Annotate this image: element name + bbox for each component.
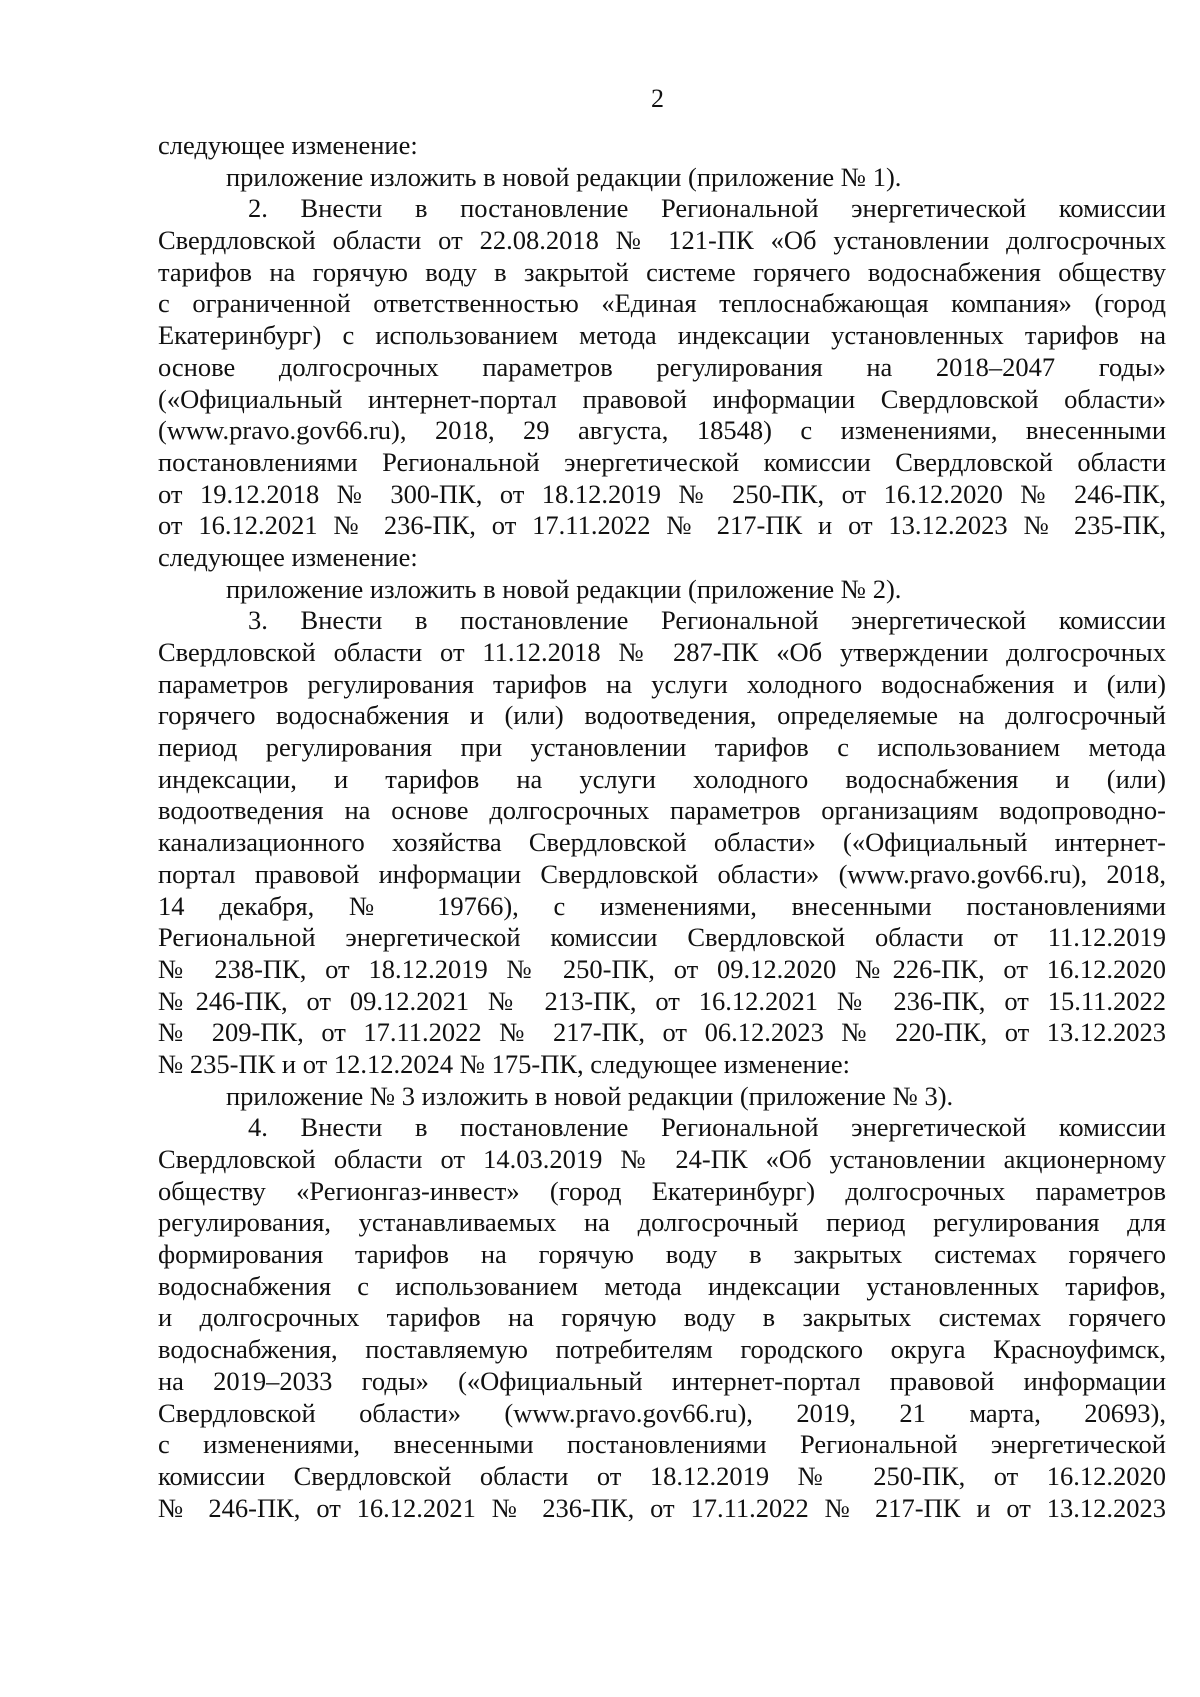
text-line: Свердловской области» (www.pravo.gov66.ru), 2019, 21 марта, 20693), [158, 1397, 1166, 1428]
text-line: № 238-ПК, от 18.12.2019 № 250-ПК, от 09.12.2020 №226-ПК, от 16.12.2020 [158, 953, 1166, 984]
page-number: 2 [651, 84, 664, 113]
text-line: приложение изложить в новой редакции (приложение № 2). [226, 573, 902, 604]
text-line: индексации, и тарифов на услуги холодного водоснабжения и (или) [158, 763, 1166, 794]
text-line: №246-ПК, от 09.12.2021 № 213-ПК, от 16.12.2021 № 236-ПК, от 15.11.2022 [158, 985, 1166, 1016]
text-line: период регулирования при установлении тарифов с использованием метода [158, 732, 1166, 763]
text-line: Свердловской области от 14.03.2019 № 24-ПК «Об установлении акционерному [158, 1144, 1166, 1174]
text-line: 14 декабря, № 19766), с изменениями, внесенными постановлениями [158, 890, 1166, 921]
text-line: канализационного хозяйства Свердловской области» («Официальный интернет- [158, 827, 1166, 858]
text-line: (www.pravo.gov66.ru), 2018, 29 августа, 18548) с изменениями, внесенными [158, 415, 1166, 446]
text-line: от 19.12.2018 № 300-ПК, от 18.12.2019 № 250-ПК, от 16.12.2020 № 246-ПК, [158, 478, 1166, 509]
text-line: обществу «Регионгаз-инвест» (город Екатеринбург) долгосрочных параметров [158, 1175, 1166, 1206]
text-line: Екатеринбург) с использованием метода индексации установленных тарифов на [158, 320, 1166, 351]
text-line: с ограниченной ответственностью «Единая теплоснабжающая компания» (город [158, 288, 1166, 319]
text-line: основе долгосрочных параметров регулирования на 2018–2047 годы» [158, 351, 1166, 382]
text-line: и долгосрочных тарифов на горячую воду в закрытых системах горячего [158, 1302, 1166, 1333]
text-line: горячего водоснабжения и (или) водоотведения, определяемые на долгосрочный [158, 700, 1166, 731]
text-line: формирования тарифов на горячую воду в закрытых системах горячего [158, 1239, 1166, 1270]
text-line: Региональной энергетической комиссии Свердловской области от 11.12.2019 [158, 922, 1166, 953]
document-body [158, 130, 1166, 1524]
text-line: Свердловской области от 22.08.2018 № 121-ПК «Об установлении долгосрочных [158, 225, 1166, 256]
text-line: («Официальный интернет-портал правовой информации Свердловской области» [158, 383, 1166, 414]
text-line: № 209-ПК, от 17.11.2022 № 217-ПК, от 06.12.2023 № 220-ПК, от 13.12.2023 [158, 1017, 1166, 1048]
text-line: водоснабжения, поставляемую потребителям городского округа Красноуфимск, [158, 1334, 1166, 1365]
text-line: параметров регулирования тарифов на услуги холодного водоснабжения и (или) [158, 668, 1166, 699]
text-line: от 16.12.2021 № 236-ПК, от 17.11.2022 № 217-ПК и от 13.12.2023 № 235-ПК, [158, 510, 1166, 541]
text-line: 4. Внести в постановление Региональной энергетической комиссии [248, 1112, 1166, 1143]
text-line: № 246-ПК, от 16.12.2021 № 236-ПК, от 17.11.2022 № 217-ПК и от 13.12.2023 [158, 1492, 1166, 1523]
text-line: Свердловской области от 11.12.2018 № 287-ПК «Об утверждении долгосрочных [158, 637, 1166, 667]
text-line: приложение изложить в новой редакции (приложение № 1). [226, 161, 902, 192]
text-line: 3. Внести в постановление Региональной энергетической комиссии [248, 605, 1166, 636]
text-line: 2. Внести в постановление Региональной энергетической комиссии [248, 193, 1166, 224]
text-line: тарифов на горячую воду в закрытой системе горячего водоснабжения обществу [158, 256, 1166, 287]
text-line: постановлениями Региональной энергетической комиссии Свердловской области [158, 446, 1166, 477]
text-line: водоотведения на основе долгосрочных параметров организациям водопроводно- [158, 795, 1166, 826]
text-line: № 235-ПК и от 12.12.2024 № 175-ПК, следующее изменение: [158, 1048, 850, 1079]
text-line: на 2019–2033 годы» («Официальный интернет-портал правовой информации [158, 1365, 1166, 1396]
text-line: следующее изменение: [158, 541, 418, 572]
text-line: с изменениями, внесенными постановлениями Региональной энергетической [158, 1429, 1166, 1460]
text-line: комиссии Свердловской области от 18.12.2019 № 250-ПК, от 16.12.2020 [158, 1460, 1166, 1491]
text-line: портал правовой информации Свердловской области» (www.pravo.gov66.ru), 2018, [158, 858, 1166, 889]
text-line: следующее изменение: [158, 130, 418, 160]
text-line: регулирования, устанавливаемых на долгосрочный период регулирования для [158, 1207, 1166, 1238]
text-line: водоснабжения с использованием метода индексации установленных тарифов, [158, 1270, 1166, 1301]
text-line: приложение № 3 изложить в новой редакции (приложение № 3). [226, 1080, 954, 1111]
